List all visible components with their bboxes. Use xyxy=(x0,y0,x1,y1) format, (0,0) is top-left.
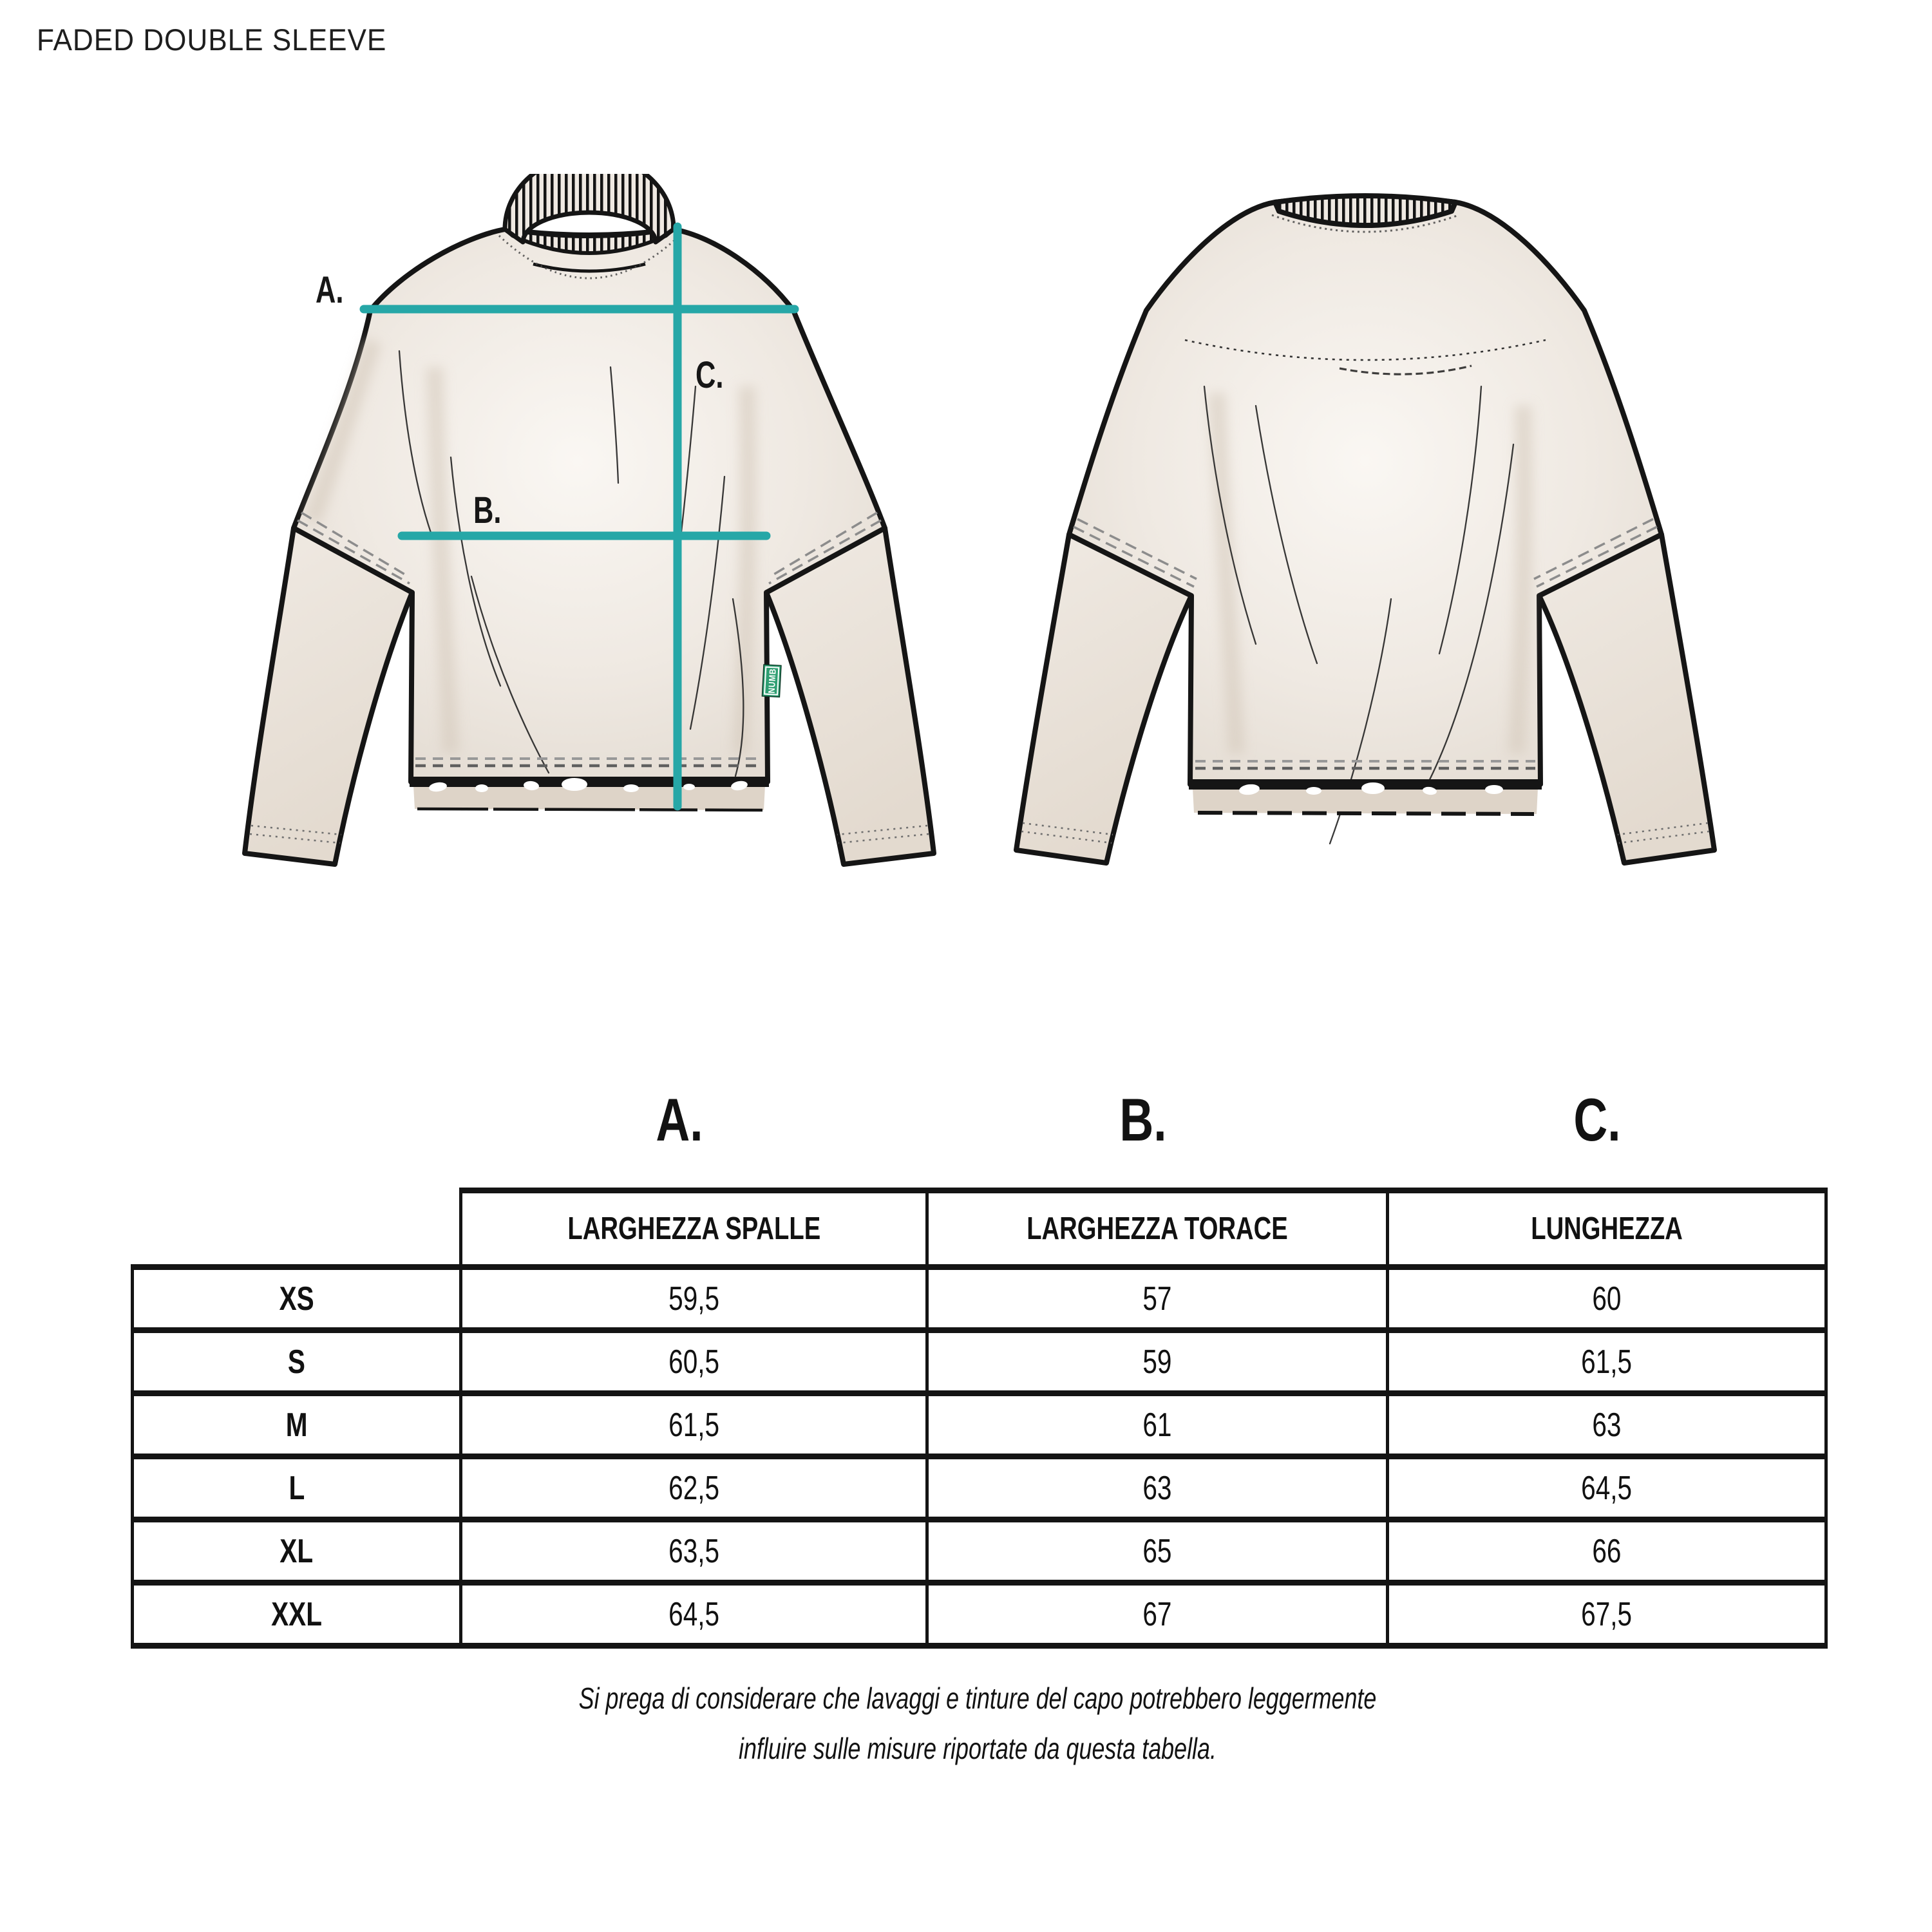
measure-label-a: A. xyxy=(316,269,344,311)
measure-label-c: C. xyxy=(696,354,724,396)
footnote xyxy=(131,1673,1824,1774)
table-row-xl xyxy=(133,1520,1826,1583)
back-body xyxy=(1069,196,1662,784)
table-column-letter-c: C. xyxy=(1573,1086,1621,1153)
value-cell: 64,5 xyxy=(461,1583,927,1646)
value-cell: 61,5 xyxy=(1388,1331,1826,1394)
measure-label-b: B. xyxy=(473,489,502,531)
size-table xyxy=(131,1188,1828,1649)
table-row-l xyxy=(133,1457,1826,1520)
front-cuff-stitching xyxy=(250,826,929,843)
table-row-s xyxy=(133,1331,1826,1394)
value-cell: 60 xyxy=(1388,1267,1826,1331)
table-row-xxl xyxy=(133,1583,1826,1646)
footnote-line-2: influire sulle misure riportate da questa tabella. xyxy=(739,1732,1217,1765)
column-header-length: LUNGHEZZA xyxy=(1388,1191,1826,1267)
value-cell: 63 xyxy=(927,1457,1388,1520)
value-cell: 57 xyxy=(927,1267,1388,1331)
size-label: M xyxy=(133,1394,461,1457)
page-title xyxy=(37,22,409,57)
footnote-line-1: Si prega di considerare che lavaggi e tinture del capo potrebbero leggermente xyxy=(578,1681,1377,1715)
value-cell: 64,5 xyxy=(1388,1457,1826,1520)
table-column-letter-b: B. xyxy=(1119,1086,1167,1153)
value-cell: 62,5 xyxy=(461,1457,927,1520)
column-header-chest: LARGHEZZA TORACE xyxy=(927,1191,1388,1267)
value-cell: 59 xyxy=(927,1331,1388,1394)
value-cell: 66 xyxy=(1388,1520,1826,1583)
value-cell: 60,5 xyxy=(461,1331,927,1394)
brand-tag-text: NUMB xyxy=(766,668,778,694)
back-garment xyxy=(1016,196,1714,863)
footnote-text xyxy=(579,1673,1377,1774)
front-inner-hem xyxy=(413,786,765,810)
size-label: S xyxy=(133,1331,461,1394)
page-title-text: FADED DOUBLE SLEEVE xyxy=(37,23,387,57)
value-cell: 67,5 xyxy=(1388,1583,1826,1646)
value-cell: 59,5 xyxy=(461,1267,927,1331)
value-cell: 65 xyxy=(927,1520,1388,1583)
front-inner-hem-edge xyxy=(417,809,762,810)
size-label: XL xyxy=(133,1520,461,1583)
back-view-diagram xyxy=(979,174,1777,902)
value-cell: 63,5 xyxy=(461,1520,927,1583)
table-corner-blank xyxy=(133,1191,461,1267)
size-label: L xyxy=(133,1457,461,1520)
brand-tag xyxy=(762,665,781,697)
table-row-xs xyxy=(133,1267,1826,1331)
value-cell: 63 xyxy=(1388,1394,1826,1457)
table-row-m xyxy=(133,1394,1826,1457)
value-cell: 67 xyxy=(927,1583,1388,1646)
front-view-diagram xyxy=(180,174,966,902)
column-header-shoulder: LARGHEZZA SPALLE xyxy=(461,1191,927,1267)
table-header-row xyxy=(133,1191,1826,1267)
size-label: XS xyxy=(133,1267,461,1331)
back-cuff-stitching xyxy=(1021,823,1709,843)
table-column-letter-a: A. xyxy=(656,1086,703,1153)
size-label: XXL xyxy=(133,1583,461,1646)
front-hem-band xyxy=(410,777,769,787)
value-cell: 61 xyxy=(927,1394,1388,1457)
front-garment xyxy=(245,174,934,864)
value-cell: 61,5 xyxy=(461,1394,927,1457)
